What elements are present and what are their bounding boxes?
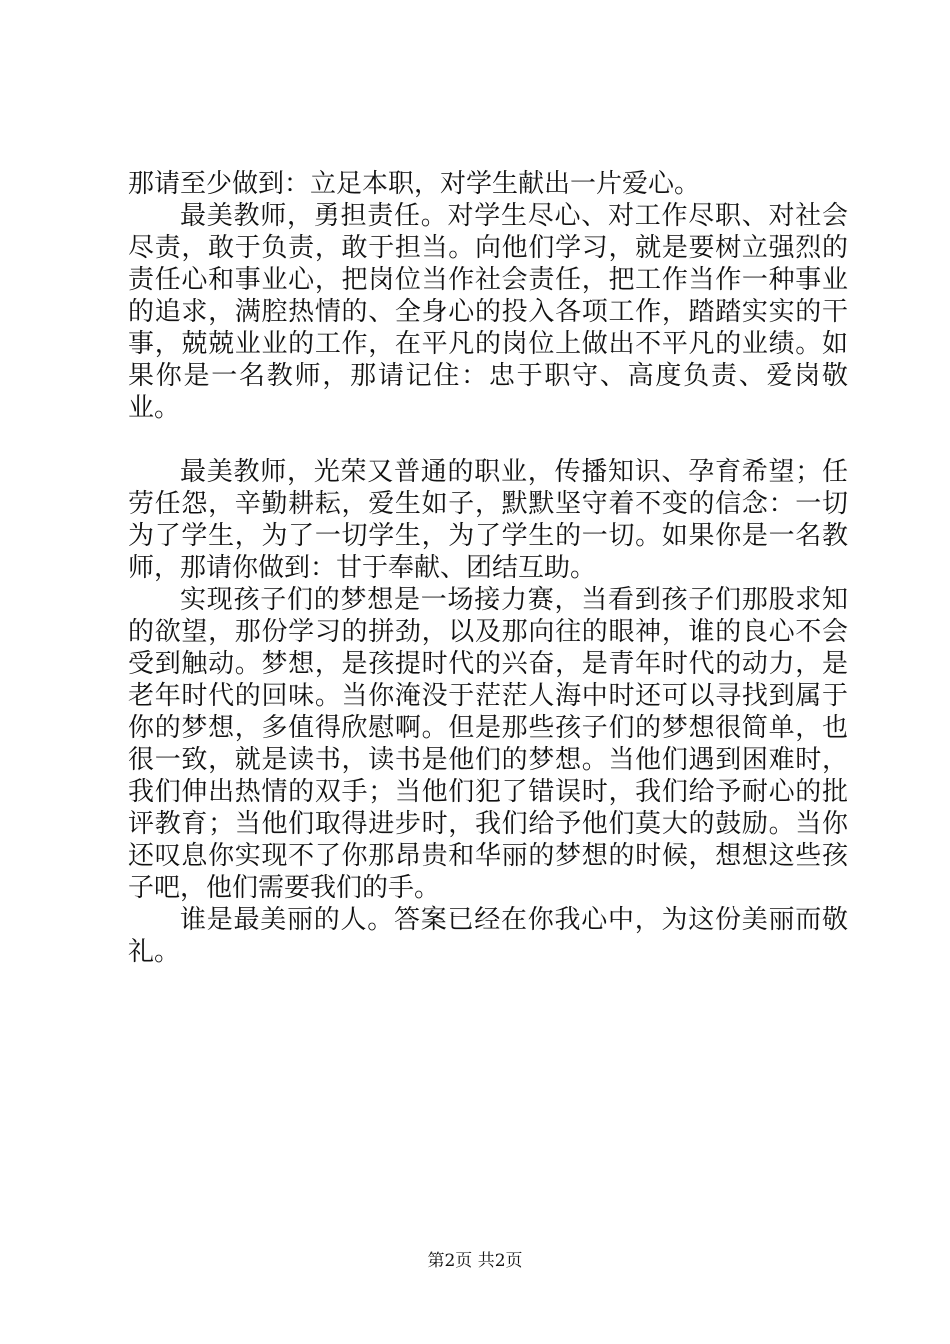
- paragraph-profession: 最美教师，光荣又普通的职业，传播知识、孕育希望；任劳任怨，辛勤耕耘，爱生如子，默默坚守着不变的信念：一切为了学生，为了一切学生，为了学生的一切。如果你是一名教师，那请你做到：甘于奉献、团结互助。: [128, 457, 848, 583]
- paragraph-conclusion: 谁是最美丽的人。答案已经在你我心中，为这份美丽而敬礼。: [128, 905, 848, 967]
- paragraph-responsibility: 最美教师，勇担责任。对学生尽心、对工作尽职、对社会尽责，敢于负责，敢于担当。向他们学习，就是要树立强烈的责任心和事业心，把岗位当作社会责任，把工作当作一种事业的追求，满腔热情的、全身心的投入各项工作，踏踏实实的干事，兢兢业业的工作，在平凡的岗位上做出不平凡的业绩。如果你是一名教师，那请记住：忠于职守、高度负责、爱岗敬业。: [128, 201, 848, 423]
- page-number-footer: 第2页 共2页: [427, 1251, 523, 1271]
- paragraph-continued: 那请至少做到：立足本职，对学生献出一片爱心。: [128, 169, 701, 199]
- document-body: [128, 168, 848, 968]
- paragraph-dreams: 实现孩子们的梦想是一场接力赛，当看到孩子们那股求知的欲望，那份学习的拼劲，以及那向往的眼神，谁的良心不会受到触动。梦想，是孩提时代的兴奋，是青年时代的动力，是老年时代的回味。当你淹没于茫茫人海中时还可以寻找到属于你的梦想，多值得欣慰啊。但是那些孩子们的梦想很简单，也很一致，就是读书，读书是他们的梦想。当他们遇到困难时，我们伸出热情的双手；当他们犯了错误时，我们给予耐心的批评教育；当他们取得进步时，我们给予他们莫大的鼓励。当你还叹息你实现不了你那昂贵和华丽的梦想的时候，想想这些孩子吧，他们需要我们的手。: [128, 585, 848, 903]
